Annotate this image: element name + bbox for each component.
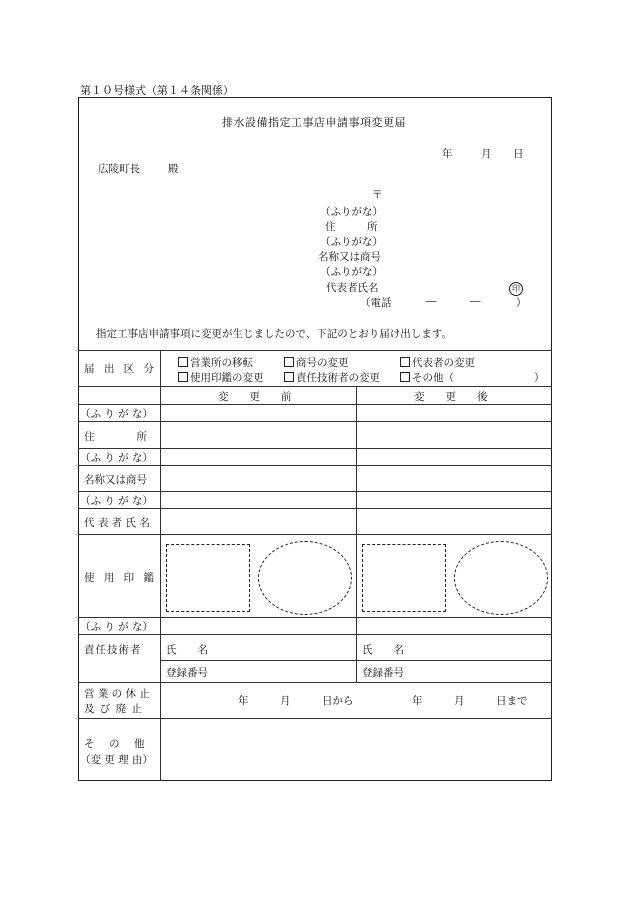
phone-dash-2[interactable]: ― <box>470 295 481 307</box>
checkbox-icon[interactable] <box>178 357 188 367</box>
furigana-label: （ふ り が な） <box>80 452 154 464</box>
table-divider <box>78 617 552 618</box>
other-label-1: そ の 他 <box>84 738 147 750</box>
option-trade-name-change[interactable]: 商号の変更 <box>284 355 349 370</box>
applicant-representative-label: 代表者氏名 <box>326 282 379 294</box>
furigana-label: （ふ り が な） <box>80 495 154 507</box>
postal-mark[interactable]: 〒 <box>372 189 383 201</box>
after-header: 変 更 後 <box>414 391 488 403</box>
furigana-label: （ふ り が な） <box>80 408 154 420</box>
seal-round-after[interactable] <box>454 541 548 615</box>
table-divider <box>78 404 552 405</box>
option-other[interactable]: その他（ <box>400 370 454 385</box>
checkbox-icon[interactable] <box>284 372 294 382</box>
table-label-column-border <box>160 350 161 781</box>
applicant-address-label: 住 所 <box>325 221 378 233</box>
engineer-name-after: 氏 名 <box>362 644 404 656</box>
registration-number-after: 登録番号 <box>362 667 404 679</box>
applicant-furigana-1: （ふりがな） <box>320 206 383 218</box>
table-divider <box>78 634 552 635</box>
date-year[interactable]: 年 <box>442 148 453 160</box>
name-or-trade-label: 名称又は商号 <box>84 474 147 486</box>
checkbox-icon[interactable] <box>178 372 188 382</box>
period-from[interactable]: 年 月 日から <box>238 695 354 707</box>
option-representative-change[interactable]: 代表者の変更 <box>400 355 475 370</box>
before-header: 変 更 前 <box>218 391 292 403</box>
engineer-label: 責任技術者 <box>84 644 142 656</box>
registration-number-before: 登録番号 <box>166 667 208 679</box>
table-divider <box>78 386 552 387</box>
representative-label: 代 表 者 氏 名 <box>84 517 150 529</box>
seal-round-before[interactable] <box>258 541 352 615</box>
table-divider <box>78 421 552 422</box>
checkbox-icon[interactable] <box>400 357 410 367</box>
table-divider <box>78 682 552 683</box>
category-label: 届 出 区 分 <box>84 363 158 375</box>
seal-square-after[interactable] <box>362 544 446 612</box>
statement-text: 指定工事店申請事項に変更が生じましたので、下記のとおり届け出します。 <box>96 328 452 340</box>
seal-label: 使 用 印 鑑 <box>84 572 158 584</box>
table-divider <box>78 718 552 719</box>
form-sheet <box>78 97 552 781</box>
applicant-furigana-2: （ふりがな） <box>320 236 383 248</box>
checkbox-icon[interactable] <box>400 372 410 382</box>
applicant-name-label: 名称又は商号 <box>318 251 381 263</box>
option-seal-change[interactable]: 使用印鑑の変更 <box>178 370 264 385</box>
date-month[interactable]: 月 <box>481 148 492 160</box>
option-engineer-change[interactable]: 責任技術者の変更 <box>284 370 380 385</box>
option-office-move[interactable]: 営業所の移転 <box>178 355 253 370</box>
phone-dash-1[interactable]: ― <box>426 295 437 307</box>
period-to[interactable]: 年 月 日まで <box>412 695 528 707</box>
table-divider <box>78 448 552 449</box>
address-label: 住 所 <box>84 431 147 443</box>
engineer-name-before: 氏 名 <box>166 644 208 656</box>
table-divider <box>78 534 552 535</box>
table-middle-border <box>356 386 357 682</box>
form-number-label: 第１０号様式（第１４条関係） <box>80 84 234 97</box>
form-title: 排水設備指定工事店申請事項変更届 <box>222 116 406 129</box>
table-divider <box>78 508 552 509</box>
seal-square-before[interactable] <box>166 544 250 612</box>
phone-prefix: （電話 <box>360 297 392 309</box>
date-day[interactable]: 日 <box>513 148 524 160</box>
seal-mark-icon: 印 <box>509 282 523 296</box>
phone-suffix: ） <box>516 297 527 309</box>
applicant-furigana-3: （ふりがな） <box>320 266 383 278</box>
table-top-border <box>78 350 552 351</box>
suspension-label-1: 営 業 の 休 止 <box>84 688 150 700</box>
table-divider <box>78 491 552 492</box>
option-other-close: ） <box>534 372 545 384</box>
addressee-name: 広陵町長 <box>98 163 140 175</box>
table-divider <box>78 465 552 466</box>
suspension-label-2: 及 び 廃 止 <box>84 703 144 715</box>
addressee-honorific: 殿 <box>168 163 179 175</box>
checkbox-icon[interactable] <box>284 357 294 367</box>
furigana-label: （ふ り が な） <box>80 621 154 633</box>
other-label-2: （変 更 理 由） <box>80 754 154 766</box>
